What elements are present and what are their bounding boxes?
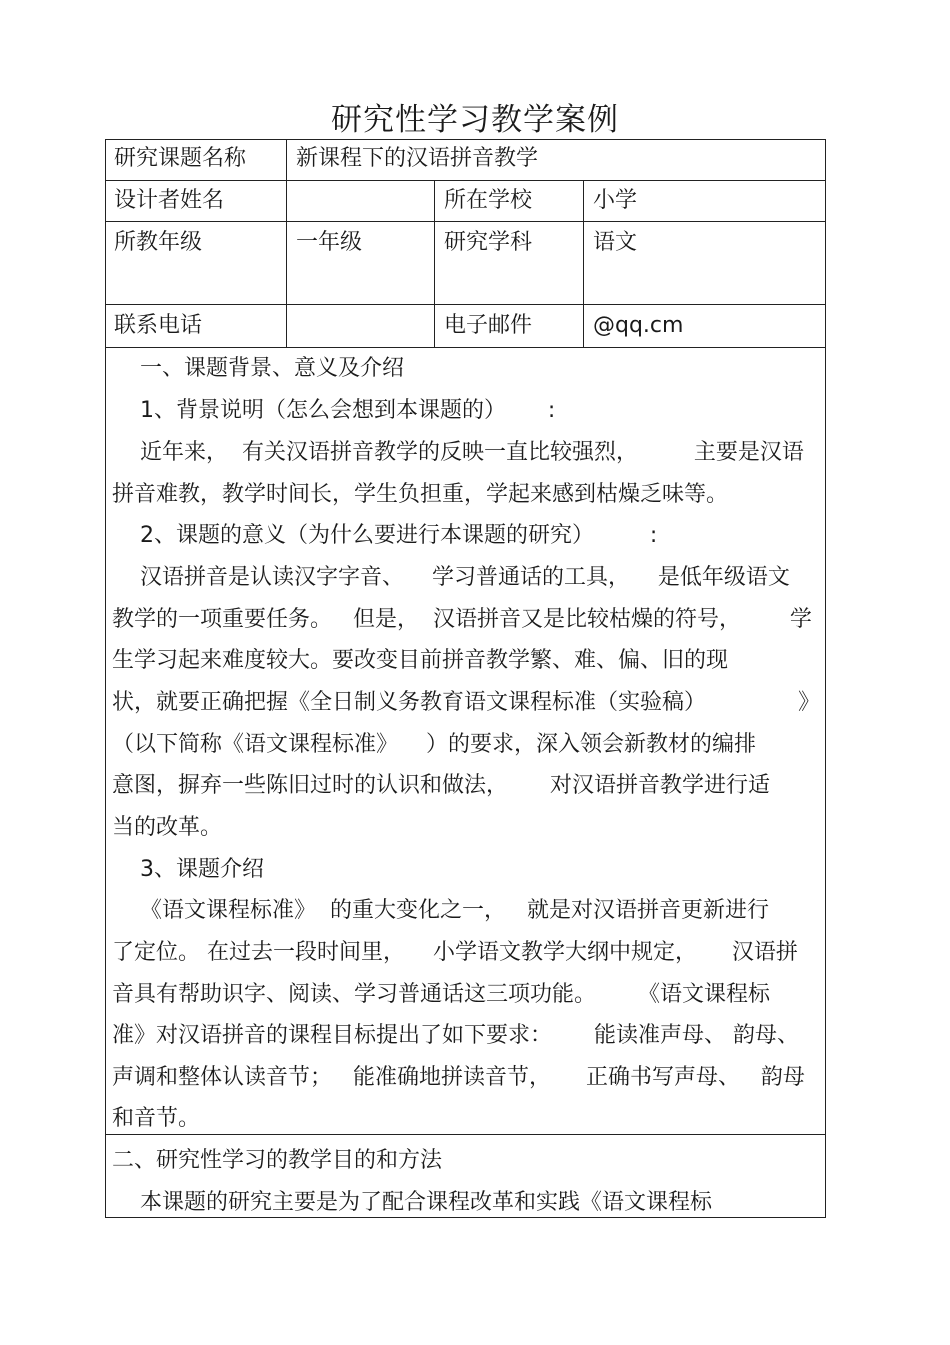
school-value: 小学 — [593, 188, 638, 213]
grade-value: 一年级 — [296, 230, 363, 255]
section1-line: 拼音难教，教学时间长，学生负担重，学起来感到枯燥乏味等。 — [112, 482, 729, 507]
row-divider — [105, 180, 826, 181]
section1-line: 意图，摒弃一些陈旧过时的认识和做法， 对汉语拼音教学进行适 — [112, 773, 770, 798]
case-table — [105, 139, 826, 1218]
email-value: @qq.cm — [593, 313, 684, 338]
school-label: 所在学校 — [444, 188, 533, 213]
section1-line: （以下简称《语文课程标准》 ）的要求，深入领会新教材的编排 — [112, 732, 756, 757]
section1-line: 一、课题背景、意义及介绍 — [112, 356, 404, 381]
section1-line: 状，就要正确把握《全日制义务教育语文课程标准（实验稿） — [112, 690, 707, 715]
section1-line: 汉语拼音是认读汉字字音、 学习普通话的工具， 是低年级语文 — [112, 565, 790, 590]
email-label: 电子邮件 — [444, 313, 533, 338]
phone-label: 联系电话 — [114, 313, 203, 338]
row-divider — [105, 221, 826, 222]
section1-line: 准》对汉语拼音的课程目标提出了如下要求： 能读准声母、 韵母、 — [112, 1023, 799, 1048]
grade-label: 所教年级 — [114, 230, 203, 255]
section1-line: 2、课题的意义（为什么要进行本课题的研究） : — [112, 523, 658, 548]
section1-line: 3、课题介绍 — [112, 857, 264, 882]
section1-line: 教学的一项重要任务。 但是， 汉语拼音又是比较枯燥的符号， 学 — [112, 607, 812, 632]
section1-line: 了定位。 在过去一段时间里， 小学语文教学大纲中规定， 汉语拼 — [112, 940, 798, 965]
row-divider — [105, 1134, 826, 1135]
section1-line: 近年来， 有关汉语拼音教学的反映一直比较强烈， 主要是汉语 — [112, 440, 804, 465]
section1-line: 声调和整体认读音节； 能准确地拼读音节， 正确书写声母、 韵母 — [112, 1065, 805, 1090]
subject-label: 研究学科 — [444, 230, 533, 255]
subject-value: 语文 — [593, 230, 638, 255]
column-divider — [583, 180, 584, 347]
row-divider — [105, 347, 826, 348]
section1-line: 生学习起来难度较大。要改变目前拼音教学繁、难、偏、旧的现 — [112, 648, 729, 673]
page-title: 研究性学习教学案例 — [331, 102, 619, 138]
section1-line: 《语文课程标准》 的重大变化之一， 就是对汉语拼音更新进行 — [112, 898, 769, 923]
topic-value: 新课程下的汉语拼音教学 — [296, 146, 539, 171]
row-divider — [105, 304, 826, 305]
designer-label: 设计者姓名 — [114, 188, 225, 213]
column-divider — [286, 139, 287, 347]
section1-line: 1、背景说明（怎么会想到本课题的） : — [112, 398, 556, 423]
topic-label: 研究课题名称 — [114, 146, 247, 171]
section1-line: 和音节。 — [112, 1106, 201, 1131]
section2-line: 二、研究性学习的教学目的和方法 — [112, 1148, 443, 1173]
section2-line: 本课题的研究主要是为了配合课程改革和实践《语文课程标 — [112, 1190, 712, 1215]
section1-line: 音具有帮助识字、阅读、学习普通话这三项功能。 《语文课程标 — [112, 982, 770, 1007]
section1-line: 当的改革。 — [112, 815, 223, 840]
column-divider — [434, 180, 435, 347]
section1-trailing-mark: 》 — [798, 690, 821, 715]
